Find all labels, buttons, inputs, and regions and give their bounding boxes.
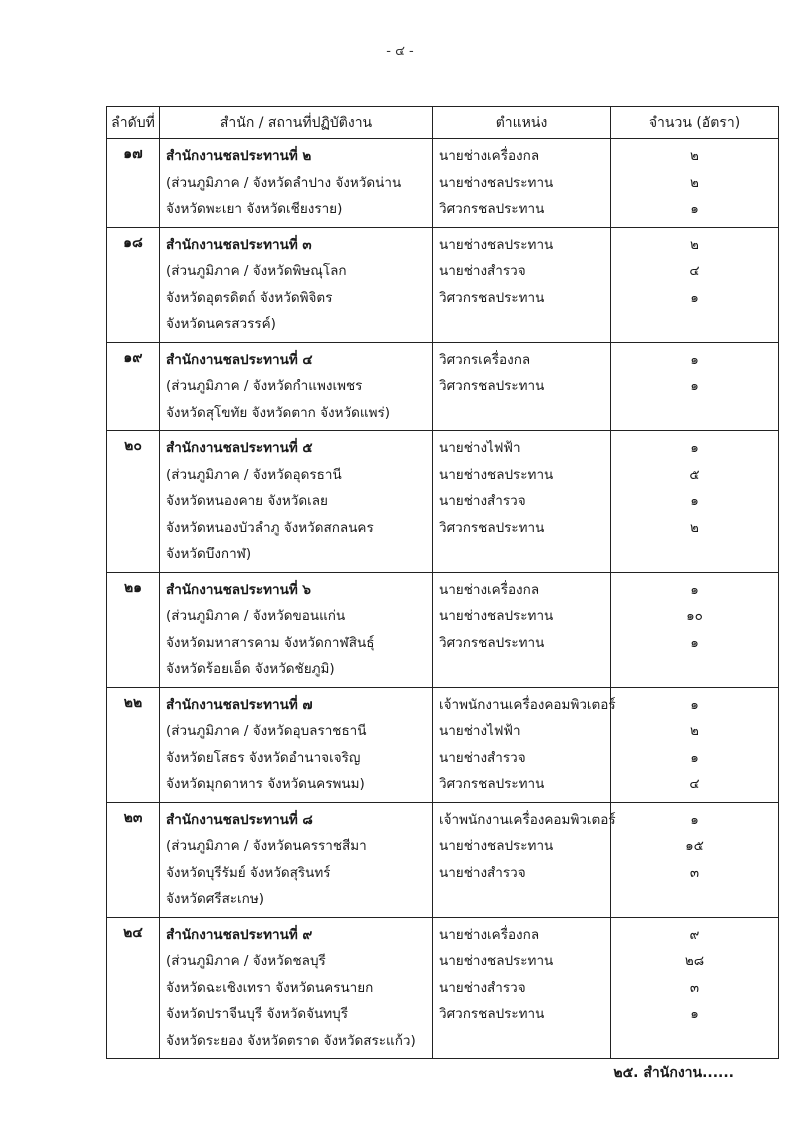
office-cell-line: สำนักงานชลประทานที่ ๓: [166, 236, 312, 253]
office-cell-line: สำนักงานชลประทานที่ ๘: [166, 811, 313, 828]
table-row: [107, 342, 779, 431]
count-cell-line: ๑: [690, 440, 699, 456]
position-cell-line: วิศวกรชลประทาน: [439, 776, 545, 792]
position-cell-line: นายช่างชลประทาน: [439, 838, 554, 854]
count-cell-line: ๒: [690, 148, 699, 164]
office-cell-line: จังหวัดอุตรดิตถ์ จังหวัดพิจิตร: [166, 289, 333, 306]
row-number: ๒๐: [107, 431, 160, 573]
position-cell-line: วิศวกรชลประทาน: [439, 201, 545, 217]
position-cell-line: นายช่างสำรวจ: [439, 979, 526, 996]
count-cell-line: ๓: [689, 979, 700, 996]
count-cell-line: ๙: [689, 926, 700, 943]
count-cell-line: ๑: [690, 378, 699, 394]
table-row: [107, 227, 779, 342]
position-cell: [433, 139, 611, 228]
position-cell-line: นายช่างสำรวจ: [439, 749, 526, 766]
count-cell-line: ๑: [690, 634, 699, 651]
office-cell-line: สำนักงานชลประทานที่ ๖: [166, 581, 312, 598]
count-cell-line: ๑: [690, 289, 699, 306]
office-cell-line: (ส่วนภูมิภาค / จังหวัดชลบุรี: [166, 953, 326, 969]
count-cell-line: ๒: [690, 723, 699, 739]
count-cell-line: ๑: [690, 581, 699, 598]
count-cell-line: ๔: [689, 263, 700, 279]
count-cell-line: ๑: [690, 351, 699, 368]
position-cell-line: นายช่างชลประทาน: [439, 608, 554, 624]
count-cell-line: ๑๐: [686, 608, 703, 624]
position-cell-line: นายช่างชลประทาน: [439, 236, 554, 253]
position-cell: [433, 227, 611, 342]
row-number: ๑๗: [107, 139, 160, 228]
position-cell: [433, 342, 611, 431]
row-number: ๒๑: [107, 572, 160, 687]
position-cell-line: วิศวกรชลประทาน: [439, 1006, 545, 1022]
office-cell-line: จังหวัดหนองคาย จังหวัดเลย: [166, 493, 328, 509]
position-cell-line: นายช่างไฟฟ้า: [439, 723, 521, 739]
office-cell-line: จังหวัดพะเยา จังหวัดเชียงราย): [166, 201, 343, 217]
count-cell-line: ๑: [690, 1006, 699, 1022]
table-row: [107, 802, 779, 917]
count-cell: [611, 431, 779, 573]
position-cell-line: นายช่างชลประทาน: [439, 466, 554, 483]
count-cell-line: ๑๕: [685, 838, 704, 854]
office-cell: [160, 431, 433, 573]
office-cell-line: จังหวัดปราจีนบุรี จังหวัดจันทบุรี: [166, 1006, 349, 1022]
count-cell-line: ๒: [690, 236, 699, 253]
office-cell: [160, 342, 433, 431]
position-cell: [433, 802, 616, 917]
count-cell-line: ๑: [690, 201, 699, 217]
office-cell: [160, 917, 433, 1059]
position-cell-line: นายช่างเครื่องกล: [439, 581, 540, 598]
office-cell-line: จังหวัดสุโขทัย จังหวัดตาก จังหวัดแพร่): [166, 404, 390, 421]
position-cell-line: เจ้าพนักงานเครื่องคอมพิวเตอร์: [439, 811, 616, 828]
position-cell-line: นายช่างสำรวจ: [439, 493, 526, 509]
office-cell-line: (ส่วนภูมิภาค / จังหวัดอุบลราชธานี: [166, 723, 367, 739]
position-cell-line: วิศวกรชลประทาน: [439, 634, 545, 651]
office-cell: [160, 687, 433, 802]
row-number: ๑๘: [107, 227, 160, 342]
table-header-row: [107, 107, 779, 139]
office-cell-line: จังหวัดร้อยเอ็ด จังหวัดชัยภูมิ): [166, 661, 335, 677]
office-cell: [160, 802, 433, 917]
position-cell-line: วิศวกรเครื่องกล: [439, 351, 531, 368]
office-cell-line: จังหวัดมหาสารคาม จังหวัดกาฬสินธุ์: [166, 634, 375, 651]
office-cell-line: จังหวัดนครสวรรค์): [166, 316, 276, 332]
position-cell-line: นายช่างสำรวจ: [439, 864, 526, 881]
office-cell: [160, 572, 433, 687]
table-row: [107, 572, 779, 687]
position-cell-line: นายช่างเครื่องกล: [439, 926, 540, 943]
count-cell-line: ๒: [690, 174, 699, 191]
office-cell-line: สำนักงานชลประทานที่ ๔: [166, 351, 313, 368]
row-number: ๒๓: [107, 802, 160, 917]
row-number: ๒๔: [107, 917, 160, 1059]
count-cell-line: ๔: [689, 776, 700, 792]
continuation-note: ๒๕. สำนักงาน......: [613, 1065, 734, 1081]
count-cell-line: ๒: [690, 519, 699, 536]
page-number: - ๔ -: [386, 44, 414, 59]
office-cell-line: จังหวัดศรีสะเกษ): [166, 891, 265, 907]
office-cell-line: จังหวัดระยอง จังหวัดตราด จังหวัดสระแก้ว): [166, 1032, 416, 1049]
office-cell-line: สำนักงานชลประทานที่ ๙: [166, 926, 313, 943]
count-cell: [611, 687, 779, 802]
office-cell-line: (ส่วนภูมิภาค / จังหวัดพิษณุโลก: [166, 263, 347, 279]
office-cell: [160, 227, 433, 342]
table-body: [107, 139, 779, 1059]
office-cell-line: สำนักงานชลประทานที่ ๗: [166, 696, 313, 713]
office-cell-line: จังหวัดยโสธร จังหวัดอำนาจเจริญ: [166, 749, 361, 766]
office-cell-line: (ส่วนภูมิภาค / จังหวัดขอนแก่น: [166, 608, 346, 624]
row-number: ๒๒: [107, 687, 160, 802]
row-number: ๑๙: [107, 342, 160, 431]
position-cell-line: วิศวกรชลประทาน: [439, 378, 545, 394]
position-cell: [433, 431, 611, 573]
office-cell-line: สำนักงานชลประทานที่ ๒: [166, 148, 312, 164]
header-position: ตำแหน่ง: [433, 107, 611, 139]
office-cell: [160, 139, 433, 228]
count-cell-line: ๒๘: [684, 953, 705, 969]
position-cell-line: นายช่างชลประทาน: [439, 174, 554, 191]
office-cell-line: (ส่วนภูมิภาค / จังหวัดกำแพงเพชร: [166, 378, 363, 394]
table-row: [107, 431, 779, 573]
position-cell-line: นายช่างไฟฟ้า: [439, 440, 521, 456]
count-cell-line: ๑: [690, 811, 699, 828]
table-row: [107, 917, 779, 1059]
table-row: [107, 139, 779, 228]
office-cell-line: (ส่วนภูมิภาค / จังหวัดลำปาง จังหวัดน่าน: [166, 174, 402, 191]
count-cell-line: ๕: [689, 466, 700, 483]
office-cell-line: จังหวัดบุรีรัมย์ จังหวัดสุรินทร์: [166, 864, 331, 881]
header-office: สำนัก / สถานที่ปฏิบัติงาน: [160, 107, 433, 139]
count-cell: [611, 572, 779, 687]
count-cell: [611, 802, 779, 917]
header-count: จำนวน (อัตรา): [611, 107, 779, 139]
office-cell-line: สำนักงานชลประทานที่ ๕: [166, 440, 313, 456]
count-cell-line: ๑: [690, 696, 699, 713]
header-no: ลำดับที่: [107, 107, 160, 139]
count-cell: [611, 139, 779, 228]
position-cell: [433, 917, 611, 1059]
count-cell-line: ๓: [689, 864, 700, 881]
office-cell-line: (ส่วนภูมิภาค / จังหวัดอุดรธานี: [166, 466, 342, 483]
position-cell-line: วิศวกรชลประทาน: [439, 289, 545, 306]
office-cell-line: จังหวัดฉะเชิงเทรา จังหวัดนครนายก: [166, 979, 374, 996]
position-cell-line: นายช่างเครื่องกล: [439, 148, 540, 164]
position-cell-line: วิศวกรชลประทาน: [439, 519, 545, 536]
position-cell: [433, 687, 616, 802]
count-cell-line: ๑: [690, 493, 699, 509]
position-allocation-table: [106, 106, 779, 1059]
count-cell: [611, 227, 779, 342]
count-cell: [611, 917, 779, 1059]
position-cell-line: นายช่างสำรวจ: [439, 263, 526, 279]
table-row: [107, 687, 779, 802]
count-cell-line: ๑: [690, 749, 699, 766]
office-cell-line: จังหวัดมุกดาหาร จังหวัดนครพนม): [166, 776, 365, 792]
office-cell-line: (ส่วนภูมิภาค / จังหวัดนครราชสีมา: [166, 838, 367, 854]
position-cell: [433, 572, 611, 687]
office-cell-line: จังหวัดหนองบัวลำภู จังหวัดสกลนคร: [166, 519, 374, 536]
position-cell-line: เจ้าพนักงานเครื่องคอมพิวเตอร์: [439, 696, 616, 713]
office-cell-line: จังหวัดบึงกาฬ): [166, 546, 252, 562]
position-cell-line: นายช่างชลประทาน: [439, 953, 554, 969]
count-cell: [611, 342, 779, 431]
